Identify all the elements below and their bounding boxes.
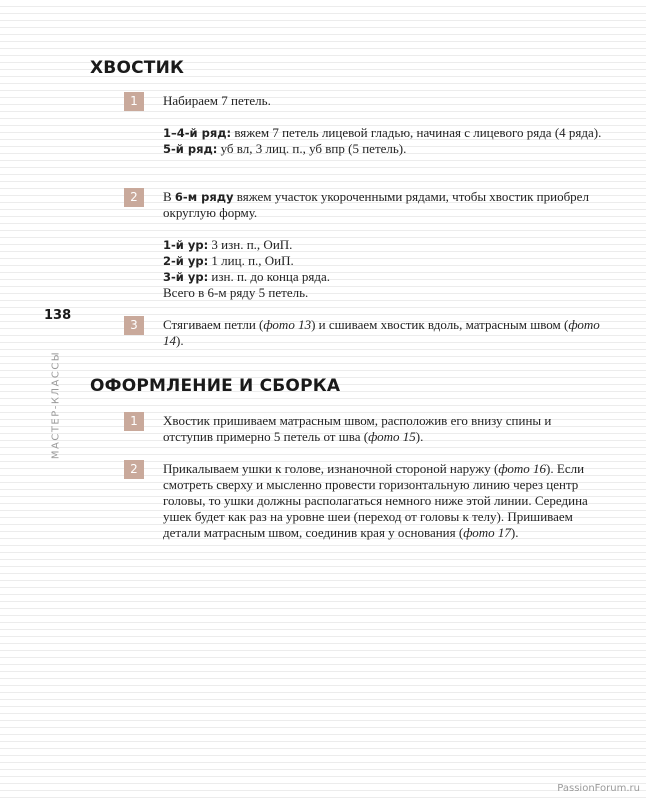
- tail-step-3-text: [163, 317, 603, 349]
- assembly-step-1-text: [163, 413, 603, 445]
- tail-step-2-badge: 2: [124, 188, 144, 207]
- tail-step-1-rows: [163, 125, 603, 157]
- assembly-step-1: [163, 413, 603, 445]
- row-text: изн. п. до конца ряда.: [208, 269, 330, 284]
- tail-step-2-short-rows: [163, 237, 603, 301]
- row-text: 3 изн. п., ОиП.: [208, 237, 293, 252]
- row-text: вяжем 7 петель лицевой гладью, начиная с лицевого ряда (4 ряда).: [231, 125, 602, 140]
- bold-text: 6-м ряду: [174, 190, 234, 204]
- assembly-heading: ОФОРМЛЕНИЕ И СБОРКА: [90, 376, 341, 396]
- tail-step-1-badge: 1: [124, 92, 144, 111]
- tail-step-3: [163, 317, 603, 349]
- photo-ref: фото 13: [263, 317, 312, 332]
- tail-step-1: [163, 93, 603, 157]
- photo-ref: фото 16: [498, 461, 547, 476]
- row-text: уб вл, 3 лиц. п., уб впр (5 петель).: [217, 141, 407, 156]
- tail-step-2: [163, 189, 603, 301]
- assembly-step-1-badge: 1: [124, 412, 144, 431]
- tail-step-2-intro: [163, 189, 603, 221]
- text: ).: [176, 333, 184, 348]
- photo-ref: фото 14: [163, 317, 600, 348]
- text: Стягиваем петли (: [163, 317, 264, 332]
- text: В: [163, 189, 175, 204]
- row-text: 1 лиц. п., ОиП.: [208, 253, 294, 268]
- watermark: PassionForum.ru: [557, 783, 640, 794]
- text: ) и сшиваем хвостик вдоль, матрасным швом (: [311, 317, 569, 332]
- text: ). Если смотреть сверху и мысленно провести горизонтальную линию через центр головы, то ушки должны располагаться немного ниже этой линии. Середина ушек будет как раз на уровне шеи (переход от головы к телу). Пришиваем детали матрасным швом, соединив края у основания (: [163, 461, 588, 540]
- photo-ref: фото 15: [368, 429, 416, 444]
- tail-step-1-intro: Набираем 7 петель.: [163, 93, 271, 108]
- tail-heading: ХВОСТИК: [90, 58, 185, 78]
- text: ).: [415, 429, 424, 444]
- tail-step-3-badge: 3: [124, 316, 144, 335]
- text: Прикалываем ушки к голове, изнаночной стороной наружу (: [163, 461, 499, 476]
- page-number: 138: [44, 308, 72, 323]
- text: Хвостик пришиваем матрасным швом, расположив его внизу спины и отступив примерно 5 петель от шва (: [163, 413, 552, 444]
- row-label: 1-й ур:: [163, 238, 209, 252]
- assembly-step-2-badge: 2: [124, 460, 144, 479]
- row-label: 5-й ряд:: [163, 142, 218, 156]
- row-label: 2-й ур:: [163, 254, 209, 268]
- row-label: 3-й ур:: [163, 270, 209, 284]
- assembly-step-2: [163, 461, 603, 541]
- photo-ref: фото 17: [463, 525, 511, 540]
- section-label: МАСТЕР-КЛАССЫ: [50, 350, 62, 460]
- text: вяжем участок укороченными рядами, чтобы хвостик приобрел округлую форму.: [163, 189, 589, 220]
- row-label: 1–4-й ряд:: [163, 126, 232, 140]
- text: ).: [510, 525, 519, 540]
- assembly-step-2-text: [163, 461, 603, 541]
- row-total: Всего в 6-м ряду 5 петель.: [163, 285, 309, 300]
